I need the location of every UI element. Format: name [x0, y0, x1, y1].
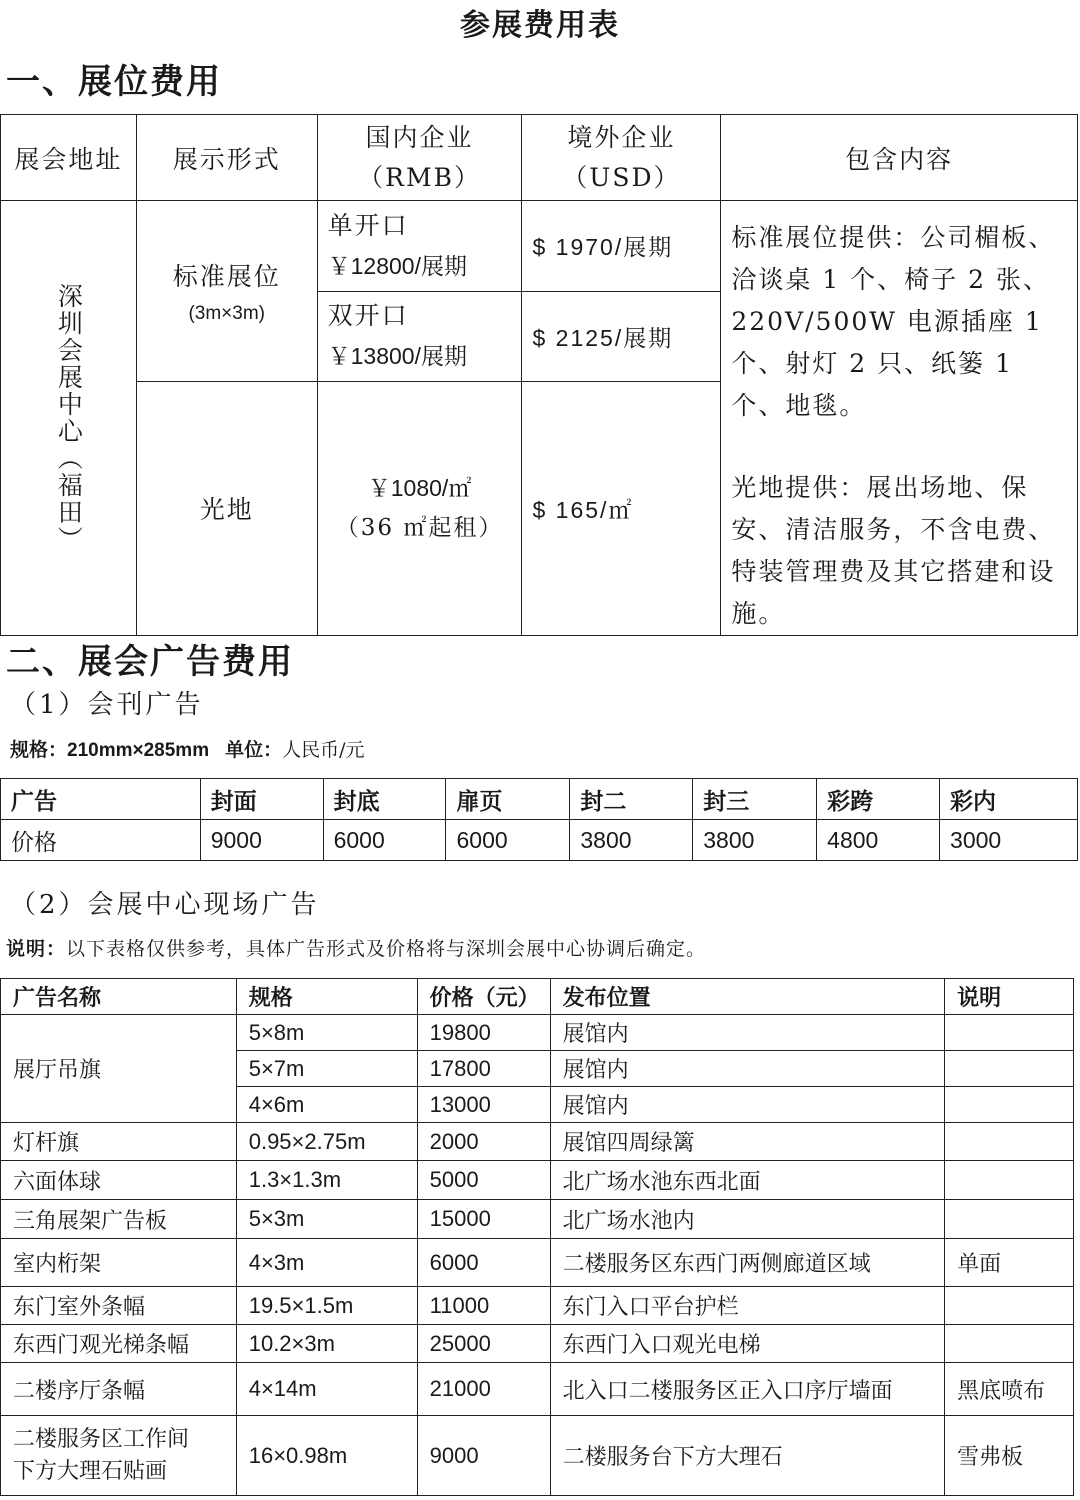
journal-ad-subheading: （1）会刊广告 — [10, 690, 204, 720]
price-cell: 5000 — [417, 1161, 550, 1200]
name-cell: 东门室外条幅 — [1, 1287, 237, 1325]
venue-name: 深圳会展中心（福田） — [54, 283, 84, 553]
venue-cell — [1, 201, 137, 636]
double-opening-price: ￥13800/展期 — [327, 343, 467, 370]
header-includes: 包含内容 — [721, 115, 1078, 201]
table-row — [1, 1416, 1074, 1496]
price-cell: 2000 — [417, 1123, 550, 1161]
spec-cell: 4×3m — [236, 1239, 417, 1287]
location-cell: 展馆内 — [550, 1087, 945, 1123]
standard-booth-cell — [136, 201, 317, 382]
price-cell: 21000 — [417, 1363, 550, 1416]
spec-cell: 10.2×3m — [236, 1325, 417, 1363]
remark-cell — [945, 1087, 1074, 1123]
price-cell: 25000 — [417, 1325, 550, 1363]
raw-space-min: （36 ㎡起租） — [335, 515, 504, 542]
spec-cell: 4×6m — [236, 1087, 417, 1123]
site-header-cell: 价格（元） — [417, 979, 550, 1015]
journal-spec-line — [10, 735, 365, 762]
site-ad-subheading: （2）会展中心现场广告 — [10, 890, 320, 920]
header-domestic-label: 国内企业 — [365, 122, 474, 152]
journal-header-row — [1, 779, 1078, 820]
name-cell: 灯杆旗 — [1, 1123, 237, 1161]
table-row — [1, 1287, 1074, 1325]
single-opening-label: 单开口 — [327, 210, 409, 240]
standard-booth-label: 标准展位 — [172, 261, 281, 291]
page-title: 参展费用表 — [460, 8, 620, 43]
name-cell: 室内桁架 — [1, 1239, 237, 1287]
price-cell: 17800 — [417, 1051, 550, 1087]
price-cell: 11000 — [417, 1287, 550, 1325]
spec-cell: 1.3×1.3m — [236, 1161, 417, 1200]
double-opening-cell — [317, 291, 522, 381]
spec-cell: 4×14m — [236, 1363, 417, 1416]
journal-price-label: 价格 — [1, 820, 201, 861]
header-address: 展会地址 — [1, 115, 137, 201]
booth-table-header — [1, 115, 1078, 201]
table-row — [1, 1200, 1074, 1239]
raw-space-usd: $ 165/㎡ — [522, 381, 721, 635]
journal-header-cell: 彩跨 — [817, 779, 940, 820]
journal-price-cell: 6000 — [323, 820, 446, 861]
journal-header-cell: 封二 — [570, 779, 693, 820]
name-cell: 二楼序厅条幅 — [1, 1363, 237, 1416]
raw-space-label: 光地 — [136, 381, 317, 635]
journal-price-row — [1, 820, 1078, 861]
location-cell: 北入口二楼服务区正入口序厅墙面 — [550, 1363, 945, 1416]
price-cell: 13000 — [417, 1087, 550, 1123]
remark-cell — [945, 1015, 1074, 1051]
remark-cell — [945, 1287, 1074, 1325]
location-cell: 展馆内 — [550, 1015, 945, 1051]
site-header-cell: 说明 — [945, 979, 1074, 1015]
price-cell: 9000 — [417, 1416, 550, 1496]
location-cell: 北广场水池内 — [550, 1200, 945, 1239]
journal-ad-table — [0, 778, 1078, 861]
header-domestic — [317, 115, 522, 201]
site-ad-table — [0, 978, 1074, 1496]
includes-standard: 标准展位提供：公司楣板、洽谈桌 1 个、椅子 2 张、220V/500W 电源插座 1 个、射灯 2 只、纸篓 1 个、地毯。 — [731, 223, 1056, 420]
table-row — [1, 1363, 1074, 1416]
spec-cell: 5×7m — [236, 1051, 417, 1087]
remark-cell — [945, 1161, 1074, 1200]
section-booth-heading: 一、展位费用 — [6, 62, 222, 102]
name-line-2: 下方大理石贴画 — [13, 1458, 168, 1484]
single-opening-cell — [317, 201, 522, 292]
double-opening-label: 双开口 — [327, 301, 409, 331]
section-ad-heading: 二、展会广告费用 — [6, 642, 294, 682]
table-row — [1, 1325, 1074, 1363]
journal-header-cell: 封底 — [323, 779, 446, 820]
standard-booth-size: (3m×3m) — [188, 302, 265, 324]
header-overseas-unit: （USD） — [562, 162, 681, 192]
journal-price-cell: 4800 — [817, 820, 940, 861]
price-cell: 19800 — [417, 1015, 550, 1051]
double-opening-usd: $ 2125/展期 — [522, 291, 721, 381]
site-header-cell: 规格 — [236, 979, 417, 1015]
spec-cell: 19.5×1.5m — [236, 1287, 417, 1325]
name-cell: 三角展架广告板 — [1, 1200, 237, 1239]
header-overseas-label: 境外企业 — [567, 122, 676, 152]
price-cell: 15000 — [417, 1200, 550, 1239]
journal-price-cell: 3000 — [940, 820, 1078, 861]
spec-label: 规格： — [10, 739, 68, 761]
journal-header-cell: 封面 — [200, 779, 323, 820]
journal-price-cell: 9000 — [200, 820, 323, 861]
location-cell: 北广场水池东西北面 — [550, 1161, 945, 1200]
journal-header-cell: 彩内 — [940, 779, 1078, 820]
journal-header-cell: 广告 — [1, 779, 201, 820]
site-header-cell: 发布位置 — [550, 979, 945, 1015]
note-label: 说明： — [6, 938, 67, 960]
hall-banner-name: 展厅吊旗 — [1, 1015, 237, 1123]
location-cell: 二楼服务台下方大理石 — [550, 1416, 945, 1496]
name-cell: 六面体球 — [1, 1161, 237, 1200]
remark-cell: 黑底喷布 — [945, 1363, 1074, 1416]
header-form: 展示形式 — [136, 115, 317, 201]
journal-price-cell: 3800 — [693, 820, 817, 861]
location-cell: 展馆四周绿篱 — [550, 1123, 945, 1161]
journal-price-cell: 6000 — [446, 820, 570, 861]
header-domestic-unit: （RMB） — [358, 162, 481, 192]
includes-raw: 光地提供：展出场地、保安、清洁服务，不含电费、特装管理费及其它搭建和设施。 — [731, 473, 1056, 628]
table-row — [1, 1239, 1074, 1287]
raw-space-price: ￥1080/㎡ — [367, 475, 472, 502]
name-line-1: 二楼服务区工作间 — [13, 1426, 190, 1452]
journal-header-cell: 扉页 — [446, 779, 570, 820]
remark-cell: 雪弗板 — [945, 1416, 1074, 1496]
spec-value: 210mm×285mm — [67, 740, 210, 761]
name-cell — [1, 1416, 237, 1496]
table-row — [1, 1161, 1074, 1200]
table-row — [1, 1015, 1074, 1051]
journal-header-cell: 封三 — [693, 779, 817, 820]
note-text: 以下表格仅供参考，具体广告形式及价格将与深圳会展中心协调后确定。 — [66, 938, 707, 960]
price-cell: 6000 — [417, 1239, 550, 1287]
includes-cell — [721, 201, 1078, 636]
booth-fee-table — [0, 114, 1078, 636]
single-opening-price: ￥12800/展期 — [327, 252, 467, 279]
booth-row-single — [1, 201, 1078, 292]
journal-price-cell: 3800 — [570, 820, 693, 861]
location-cell: 展馆内 — [550, 1051, 945, 1087]
site-header-row — [1, 979, 1074, 1015]
location-cell: 东西门入口观光电梯 — [550, 1325, 945, 1363]
name-cell: 东西门观光梯条幅 — [1, 1325, 237, 1363]
spec-cell: 0.95×2.75m — [236, 1123, 417, 1161]
location-cell: 东门入口平台护栏 — [550, 1287, 945, 1325]
site-header-cell: 广告名称 — [1, 979, 237, 1015]
table-row — [1, 1123, 1074, 1161]
remark-cell — [945, 1325, 1074, 1363]
spec-cell: 5×3m — [236, 1200, 417, 1239]
remark-cell — [945, 1123, 1074, 1161]
header-overseas — [522, 115, 721, 201]
remark-cell — [945, 1200, 1074, 1239]
site-note-line — [6, 934, 706, 961]
remark-cell — [945, 1051, 1074, 1087]
single-opening-usd: $ 1970/展期 — [522, 201, 721, 292]
remark-cell: 单面 — [945, 1239, 1074, 1287]
location-cell: 二楼服务区东西门两侧廊道区域 — [550, 1239, 945, 1287]
unit-label: 单位： — [225, 739, 283, 761]
unit-value: 人民币/元 — [282, 739, 365, 761]
spec-cell: 16×0.98m — [236, 1416, 417, 1496]
raw-space-price-cell — [317, 381, 522, 635]
spec-cell: 5×8m — [236, 1015, 417, 1051]
